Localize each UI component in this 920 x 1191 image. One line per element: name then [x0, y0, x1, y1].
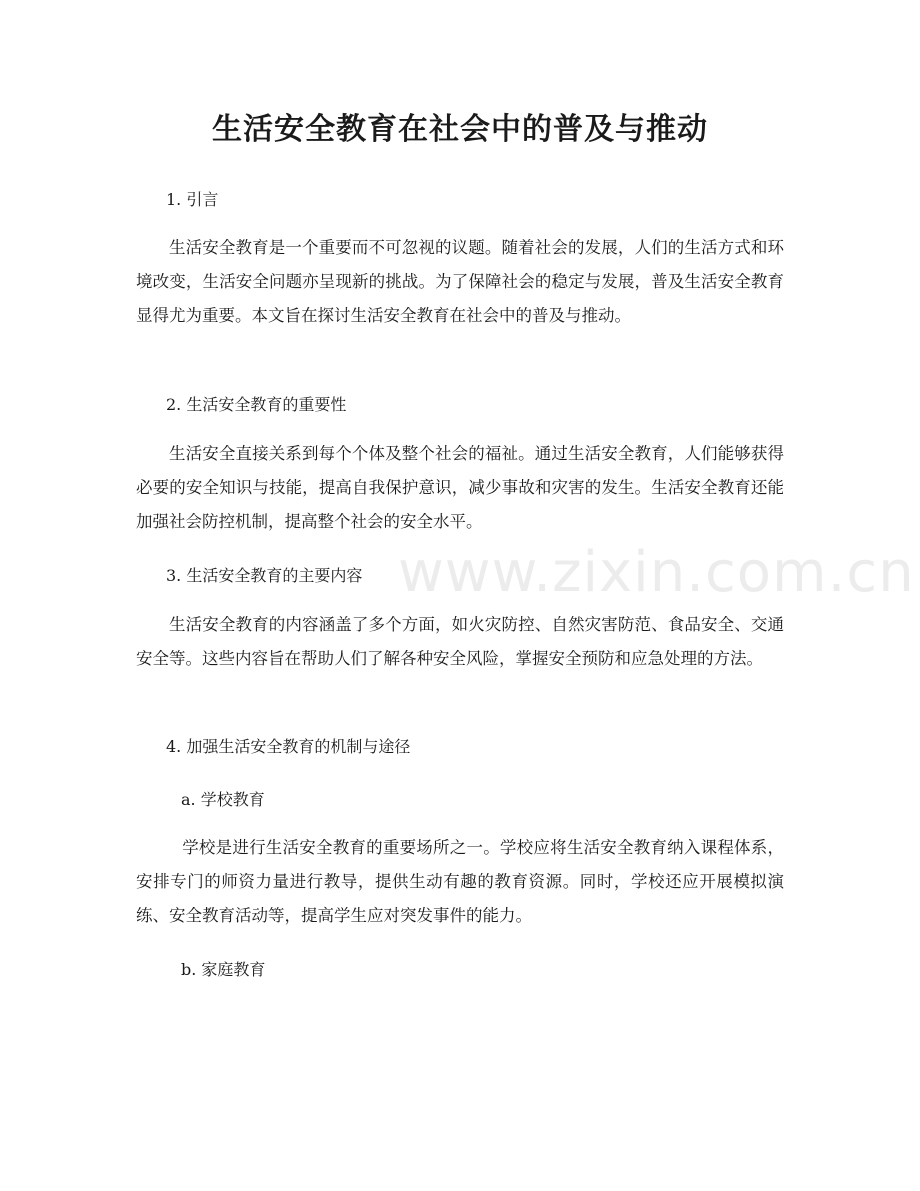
subsection-heading-a: a. 学校教育 [181, 790, 265, 809]
section-heading-1: 1. 引言 [166, 190, 219, 209]
watermark-text: www.zixin.com.cn [398, 540, 915, 605]
section-heading-4: 4. 加强生活安全教育的机制与途径 [166, 737, 411, 756]
section-paragraph-1: 生活安全教育是一个重要而不可忽视的议题。随着社会的发展，人们的生活方式和环境改变，生活安全问题亦呈现新的挑战。为了保障社会的稳定与发展，普及生活安全教育显得尤为重要。本文旨在探讨生活安全教育在社会中的普及与推动。 [136, 238, 784, 325]
section-paragraph-3: 生活安全教育的内容涵盖了多个方面，如火灾防控、自然灾害防范、食品安全、交通安全等。这些内容旨在帮助人们了解各种安全风险，掌握安全预防和应急处理的方法。 [136, 615, 784, 668]
section-heading-2: 2. 生活安全教育的重要性 [166, 395, 347, 414]
document-title: 生活安全教育在社会中的普及与推动 [212, 112, 708, 147]
section-heading-3: 3. 生活安全教育的主要内容 [166, 566, 363, 585]
section-paragraph-2: 生活安全直接关系到每个个体及整个社会的福祉。通过生活安全教育，人们能够获得必要的安全知识与技能，提高自我保护意识，减少事故和灾害的发生。生活安全教育还能加强社会防控机制，提高整个社会的安全水平。 [136, 444, 784, 531]
subsection-heading-b: b. 家庭教育 [181, 960, 266, 979]
subsection-paragraph-a: 学校是进行生活安全教育的重要场所之一。学校应将生活安全教育纳入课程体系，安排专门的师资力量进行教导，提供生动有趣的教育资源。同时，学校还应开展模拟演练、安全教育活动等，提高学生应对突发事件的能力。 [136, 838, 784, 925]
